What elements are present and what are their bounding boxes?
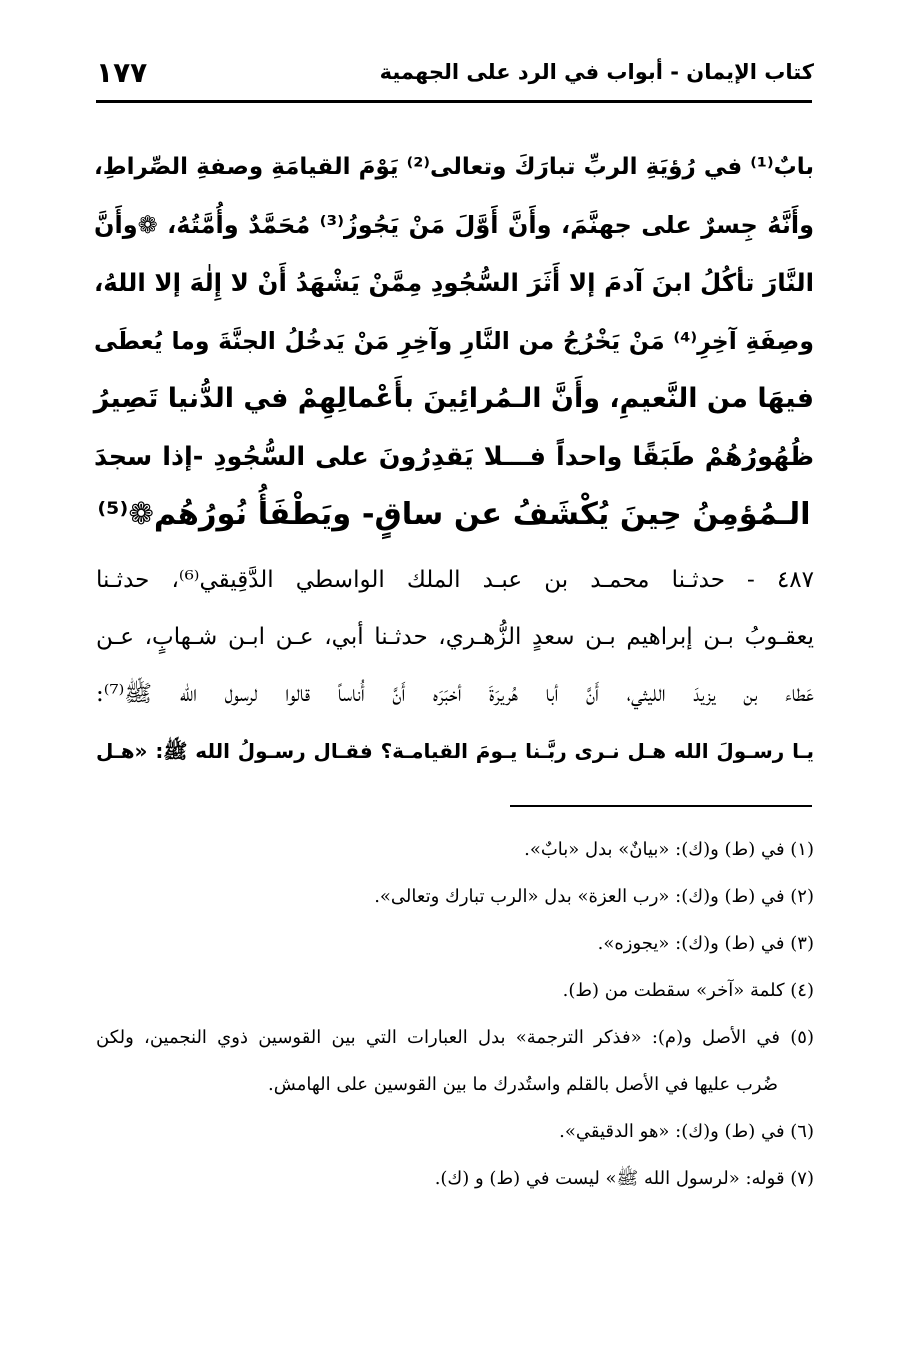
footnote-continuation: ضُرب عليها في الأصل بالقلم واستُدرك ما بين القوسين على الهامش. (268, 1074, 778, 1095)
body-line: عَطاء بن يزيدَ الليثي، أَنَّ أبا هُريرَةَ أخبَرَه أَنَّ أُناساً قالوا لرسول الله ﷺ⁽⁷⁾: (96, 681, 814, 707)
footnote: (٣) في (ط) و(ك): «يجوزه». (597, 933, 814, 954)
heading-line: فيهَا من النَّعيمِ، وأَنَّ الـمُرائِينَ بأَعْمالِهِمْ في الدُّنيا تَصِيرُ (93, 383, 814, 414)
footnote: (٧) قوله: «لرسول الله ﷺ» ليست في (ط) و (ك). (434, 1168, 814, 1189)
body-line: يـا رسـولَ الله هـل نـرى ربَّـنا يـومَ القيامـة؟ فقـال رسـولُ الله ﷺ: «هـل (96, 739, 814, 763)
heading-line: ظُهُورُهُمْ طَبَقًا واحداً فـــلا يَقدِرُونَ على السُّجُودِ -إذا سجدَ (94, 442, 814, 472)
heading-line: وأَنَّهُ جِسرٌ على جهنَّمَ، وأَنَّ أَوَّلَ مَنْ يَجُوزُ⁽³⁾ مُحَمَّدٌ وأُمَّتُهُ، ❁وأَنَّ (94, 211, 814, 239)
hadith-text (96, 552, 814, 780)
footnotes (96, 826, 814, 1202)
page-number: ١٧٧ (96, 56, 148, 89)
footnote: (٦) في (ط) و(ك): «هو الدقيقي». (559, 1121, 814, 1142)
body-line: يعقـوبُ بـن إبراهيم بـن سعدٍ الزُّهـري، حدثـنا أبي، عـن ابـن شـهابٍ، عـن (96, 624, 814, 650)
header-divider (96, 100, 812, 103)
running-head (96, 56, 814, 96)
heading-line: وصِفَةِ آخِرِ⁽⁴⁾ مَنْ يَخْرُجُ من النَّارِ وآخِرِ مَنْ يَدخُلُ الجنَّةَ وما يُعطَى (94, 327, 815, 355)
running-head-title: كتاب الإيمان - أبواب في الرد على الجهمية (379, 60, 814, 84)
heading-line: الـمُؤمِنُ حِينَ يُكْشَفُ عن ساقٍ- ويَطْفَأُ نُورُهُم❁⁽⁵⁾ (97, 497, 811, 532)
body-line: ٤٨٧ - حدثـنا محمـد بن عبـد الملك الواسطي الدَّقِيقي⁽⁶⁾، حدثـنا (96, 567, 814, 593)
footnote: (٥) في الأصل و(م): «فذكر الترجمة» بدل العبارات التي بين القوسين ذوي النجمين، ولكن (96, 1027, 814, 1048)
heading-line: النَّارَ تأكُلُ ابنَ آدمَ إلا أَثَرَ السُّجُودِ مِمَّنْ يَشْهَدُ أَنْ لا إِلٰهَ إلا اللهُ، (94, 268, 814, 297)
footnote-divider (510, 805, 812, 807)
heading-line: بابٌ⁽¹⁾ في رُؤيَةِ الربِّ تبارَكَ وتعالى⁽²⁾ يَوْمَ القيامَةِ وصفةِ الصِّراطِ، (94, 154, 814, 180)
footnote: (٤) كلمة «آخر» سقطت من (ط). (562, 980, 814, 1001)
footnote: (١) في (ط) و(ك): «بيانٌ» بدل «بابٌ». (524, 839, 814, 860)
footnote: (٢) في (ط) و(ك): «رب العزة» بدل «الرب تبارك وتعالى». (374, 886, 814, 907)
chapter-heading (94, 138, 814, 544)
